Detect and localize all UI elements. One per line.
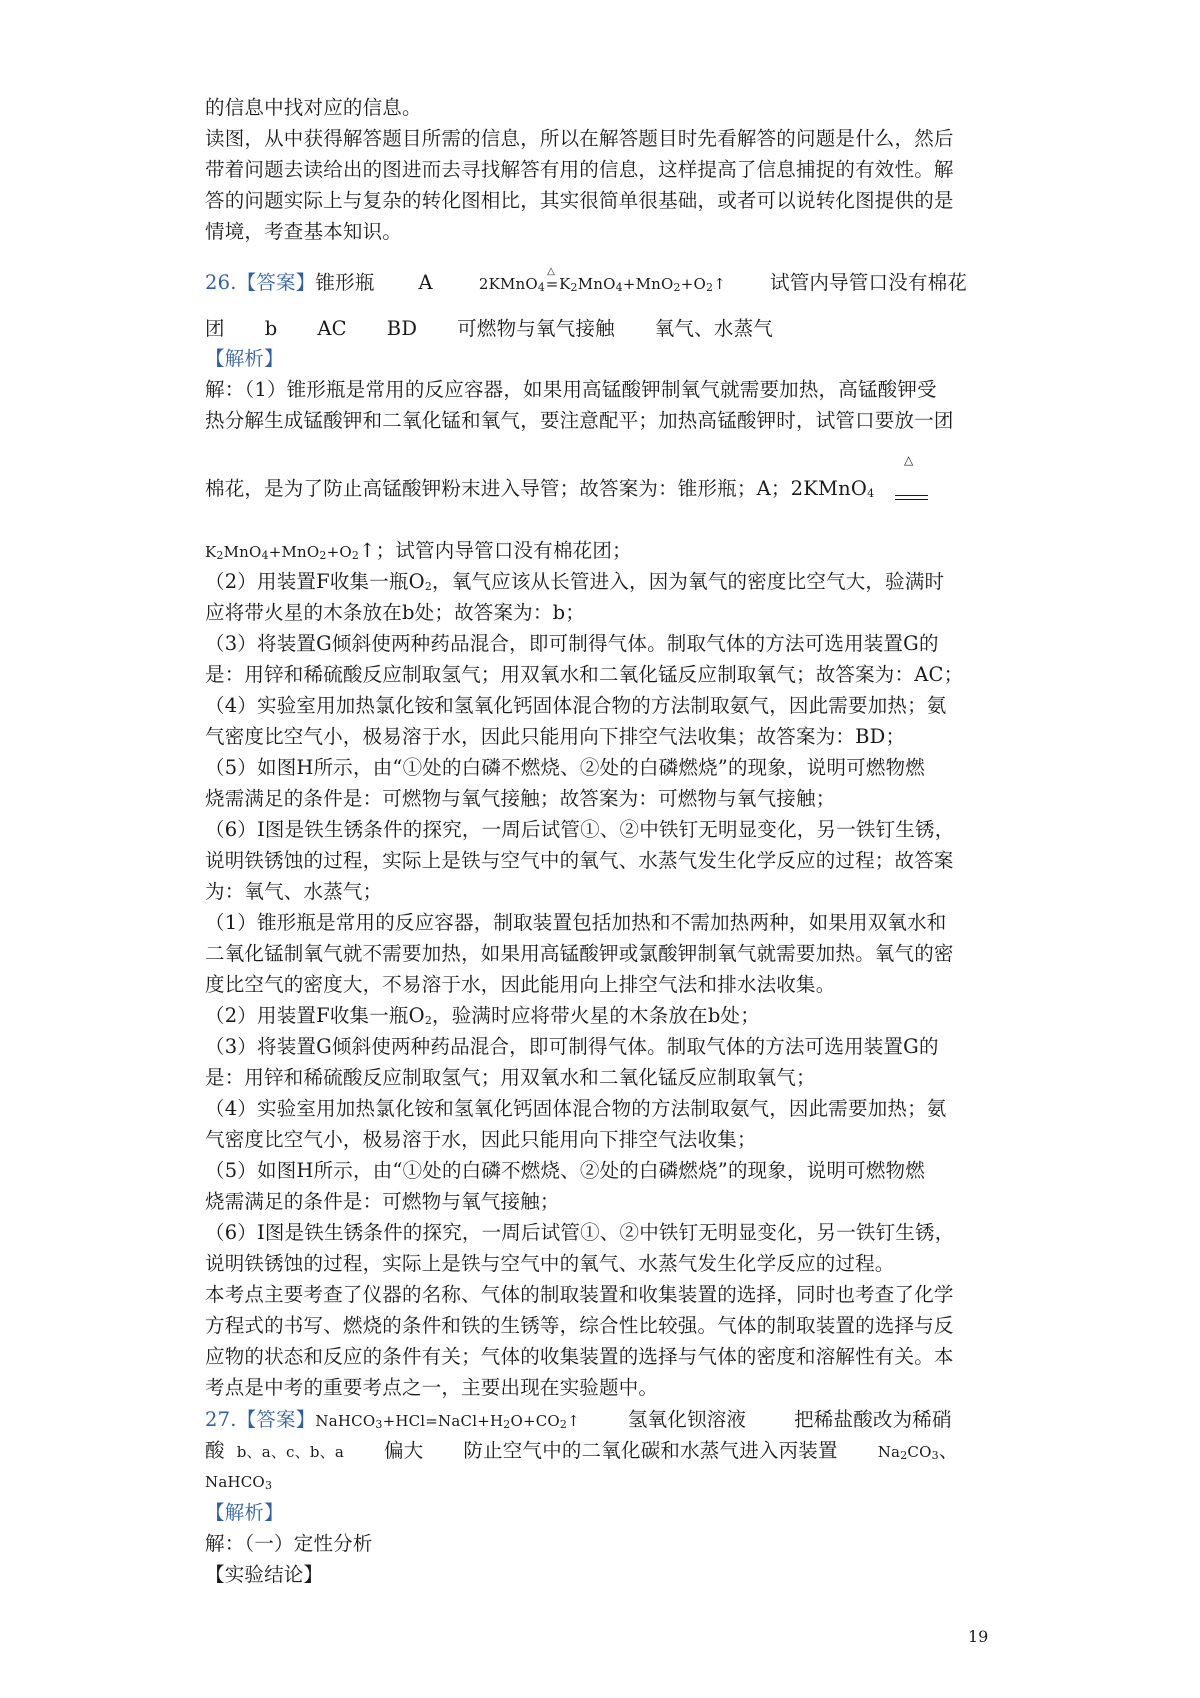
text-line: （3）将装置G倾斜使两种药品混合，即可制得气体。制取气体的方法可选用装置G的	[205, 1035, 939, 1058]
equals-sign	[895, 499, 928, 500]
q27-answer-line: NaHCO3	[205, 1473, 273, 1492]
q27-answer-line: 酸 b、a、c、b、a 偏大 防止空气中的二氧化碳和水蒸气进入丙装置 Na2CO3、	[205, 1439, 959, 1462]
text-line: 度比空气的密度大，不易溶于水，因此能用向上排空气法和排水法收集。	[205, 973, 836, 996]
q26-analysis-label: 【解析】	[205, 347, 284, 370]
text-line: （5）如图H所示，由“①处的白磷不燃烧、②处的白磷燃烧”的现象，说明可燃物燃	[205, 1159, 925, 1182]
text-line: 本考点主要考查了仪器的名称、气体的制取装置和收集装置的选择，同时也考查了化学	[205, 1283, 954, 1306]
text-line: 读图，从中获得解答题目所需的信息，所以在解答题目时先看解答的问题是什么，然后	[205, 127, 954, 150]
q26-answer-line	[205, 268, 1005, 303]
text-line: 二氧化锰制氧气就不需要加热，如果用高锰酸钾或氯酸钾制氧气就需要加热。氧气的密	[205, 942, 954, 965]
text-line: 气密度比空气小，极易溶于水，因此只能用向下排空气法收集；	[205, 1128, 757, 1151]
equals-sign	[895, 495, 928, 496]
text-line: 气密度比空气小，极易溶于水，因此只能用向下排空气法收集；故答案为：BD；	[205, 725, 906, 748]
q27-analysis-label: 【解析】	[205, 1501, 284, 1524]
delta-icon: △	[904, 453, 914, 467]
q27-answer-label: 27.【答案】	[205, 1408, 316, 1431]
text-line: 带着问题去读给出的图进而去寻找解答有用的信息，这样提高了信息捕捉的有效性。解	[205, 158, 954, 181]
text-line: 棉花，是为了防止高锰酸钾粉末进入导管；故答案为：锥形瓶；A；2KMnO4	[205, 477, 875, 500]
text-line: 解：（1）锥形瓶是常用的反应容器，如果用高锰酸钾制氧气就需要加热，高锰酸钾受	[205, 378, 937, 401]
q26-equation: 2KMnO4= △ K2MnO4+MnO2+O2↑	[479, 275, 726, 293]
text-line: 情境，考查基本知识。	[205, 220, 403, 243]
text-line: 解：（一）定性分析	[205, 1532, 373, 1555]
text-line: 热分解生成锰酸钾和二氧化锰和氧气，要注意配平；加热高锰酸钾时，试管口要放一团	[205, 409, 954, 432]
text-line: 应物的状态和反应的条件有关；气体的收集装置的选择与气体的密度和溶解性有关。本	[205, 1345, 954, 1368]
text-line: （2）用装置F收集一瓶O2，验满时应将带火星的木条放在b处；	[205, 1004, 760, 1027]
text-line: 说明铁锈蚀的过程，实际上是铁与空气中的氧气、水蒸气发生化学反应的过程；故答案	[205, 849, 954, 872]
text-line: K2MnO4+MnO2+O2↑；试管内导管口没有棉花团；	[205, 539, 632, 562]
text-line: （4）实验室用加热氯化铵和氢氧化钙固体混合物的方法制取氨气，因此需要加热；氨	[205, 694, 947, 717]
text-line: 的信息中找对应的信息。	[205, 96, 422, 119]
page-number: 19	[968, 1627, 989, 1646]
text-line: 烧需满足的条件是：可燃物与氧气接触；故答案为：可燃物与氧气接触；	[205, 787, 836, 810]
q26-answer-1: 锥形瓶	[315, 271, 375, 294]
q26-answer-line: 团 b AC BD 可燃物与氧气接触 氧气、水蒸气	[205, 317, 773, 340]
text-line: （6）I图是铁生锈条件的探究，一周后试管①、②中铁钉无明显变化，另一铁钉生锈，	[205, 1221, 955, 1244]
q26-answer-3: 试管内导管口没有棉花	[770, 271, 968, 294]
delta-icon: △	[547, 266, 555, 277]
text-line: （3）将装置G倾斜使两种药品混合，即可制得气体。制取气体的方法可选用装置G的	[205, 632, 939, 655]
q27-equation: NaHCO3+HCl=NaCl+H2O+CO2↑	[315, 1412, 580, 1431]
q26-answer-label: 26.【答案】	[205, 271, 316, 294]
text-line: 应将带火星的木条放在b处；故答案为：b；	[205, 601, 585, 624]
text-line: （6）I图是铁生锈条件的探究，一周后试管①、②中铁钉无明显变化，另一铁钉生锈，	[205, 818, 955, 841]
text-line: （4）实验室用加热氯化铵和氢氧化钙固体混合物的方法制取氨气，因此需要加热；氨	[205, 1097, 947, 1120]
q26-answer-2: A	[418, 271, 433, 294]
text-line: （1）锥形瓶是常用的反应容器，制取装置包括加热和不需加热两种，如果用双氧水和	[205, 911, 947, 934]
text-line: 考点是中考的重要考点之一，主要出现在实验题中。	[205, 1376, 659, 1399]
text-line: 是：用锌和稀硫酸反应制取氢气；用双氧水和二氧化锰反应制取氧气；	[205, 1066, 816, 1089]
text-line: 说明铁锈蚀的过程，实际上是铁与空气中的氧气、水蒸气发生化学反应的过程。	[205, 1252, 895, 1275]
text-line: 答的问题实际上与复杂的转化图相比，其实很简单很基础，或者可以说转化图提供的是	[205, 189, 954, 212]
text-line: 方程式的书写、燃烧的条件和铁的生锈等，综合性比较强。气体的制取装置的选择与反	[205, 1314, 954, 1337]
text-line: 是：用锌和稀硫酸反应制取氢气；用双氧水和二氧化锰反应制取氧气；故答案为：AC；	[205, 663, 964, 686]
text-line: （2）用装置F收集一瓶O2，氧气应该从长管进入，因为氧气的密度比空气大，验满时	[205, 570, 945, 593]
text-line: （5）如图H所示，由“①处的白磷不燃烧、②处的白磷燃烧”的现象，说明可燃物燃	[205, 756, 925, 779]
text-line: 为：氧气、水蒸气；	[205, 880, 383, 903]
text-line: 烧需满足的条件是：可燃物与氧气接触；	[205, 1190, 560, 1213]
q27-answer-line: 27.【答案】NaHCO3+HCl=NaCl+H2O+CO2↑ 氢氧化钡溶液 把稀盐酸改为稀硝	[205, 1408, 952, 1431]
text-line: 【实验结论】	[205, 1563, 324, 1586]
